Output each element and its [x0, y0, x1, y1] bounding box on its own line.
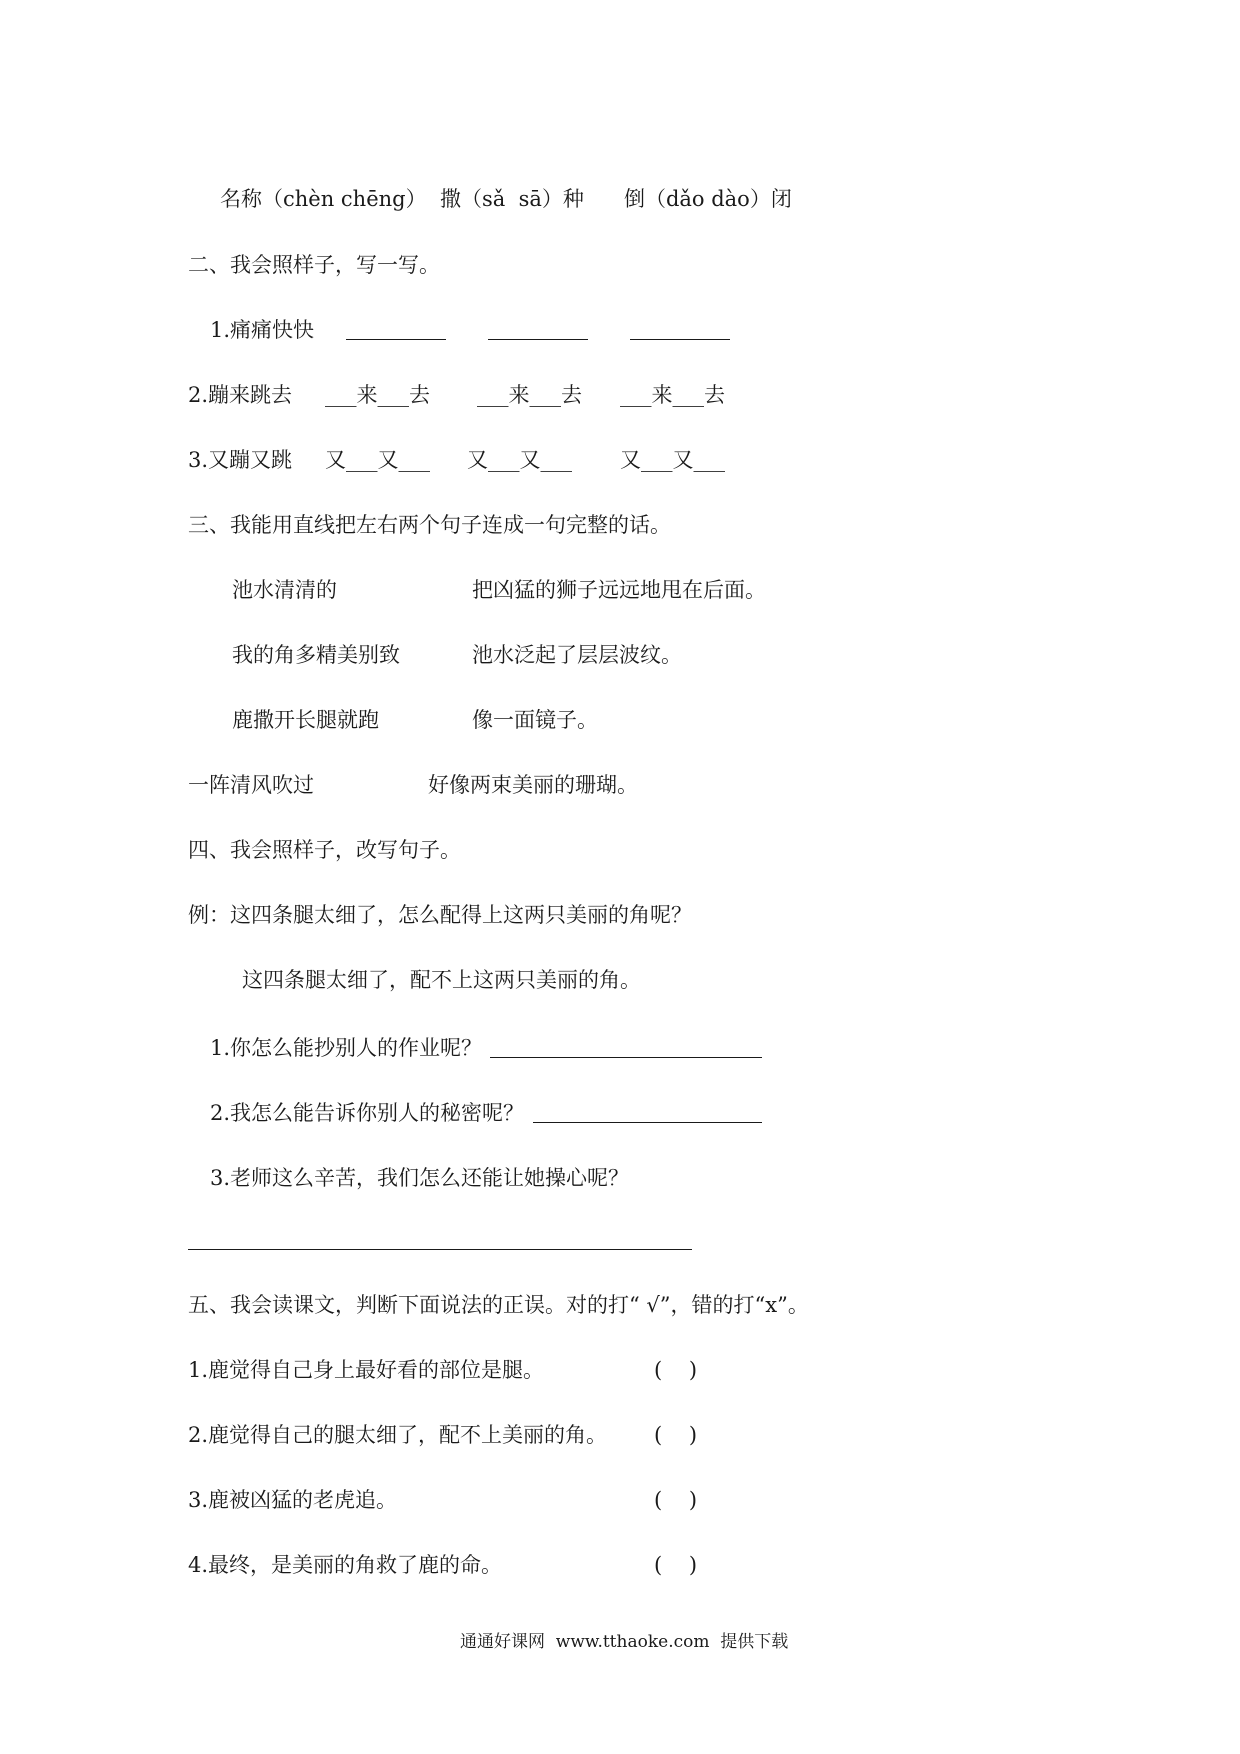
section2-heading: 二、我会照样子，写一写。	[188, 253, 440, 277]
judge-item-4: 4.最终，是美丽的角救了鹿的命。	[188, 1553, 503, 1577]
section2-item3-b[interactable]: 又___又___	[467, 448, 572, 472]
footer-credit: 通通好课网 www.tthaoke.com 提供下载	[460, 1632, 789, 1652]
rewrite-q1: 1.你怎么能抄别人的作业呢？	[210, 1036, 483, 1060]
answer-blank-1c[interactable]	[630, 339, 730, 340]
section2-item3-a[interactable]: 又___又___	[325, 448, 430, 472]
match-left-3[interactable]: 鹿撒开长腿就跑	[232, 708, 379, 732]
answer-blank-1b[interactable]	[488, 339, 588, 340]
judge-item-2: 2.鹿觉得自己的腿太细了，配不上美丽的角。	[188, 1423, 608, 1447]
section2-item2-label: 2.蹦来跳去	[188, 383, 293, 407]
match-right-1[interactable]: 把凶猛的狮子远远地甩在后面。	[472, 578, 766, 602]
judge-item-3: 3.鹿被凶猛的老虎追。	[188, 1488, 398, 1512]
match-left-2[interactable]: 我的角多精美别致	[232, 643, 400, 667]
rewrite-answer-2[interactable]	[533, 1122, 762, 1123]
rewrite-q3: 3.老师这么辛苦，我们怎么还能让她操心呢？	[210, 1166, 630, 1190]
judge-paren-2[interactable]: ( )	[654, 1423, 698, 1447]
section3-heading: 三、我能用直线把左右两个句子连成一句完整的话。	[188, 513, 671, 537]
section2-item3-c[interactable]: 又___又___	[620, 448, 725, 472]
section5-heading: 五、我会读课文，判断下面说法的正误。对的打“ √”，错的打“x”。	[188, 1293, 809, 1317]
match-right-4[interactable]: 好像两束美丽的珊瑚。	[428, 773, 638, 797]
match-right-3[interactable]: 像一面镜子。	[472, 708, 598, 732]
rewrite-q2: 2.我怎么能告诉你别人的秘密呢？	[210, 1101, 525, 1125]
section4-heading: 四、我会照样子，改写句子。	[188, 838, 461, 862]
rewrite-answer-1[interactable]	[490, 1057, 762, 1058]
pinyin-line: 名称（chèn chēng） 撒（sǎ sā）种 倒（dǎo dào）闭	[220, 187, 792, 211]
example-answer: 这四条腿太细了，配不上这两只美丽的角。	[242, 968, 641, 992]
section2-item2-c[interactable]: ___来___去	[620, 383, 725, 407]
judge-paren-3[interactable]: ( )	[654, 1488, 698, 1512]
judge-paren-1[interactable]: ( )	[654, 1358, 698, 1382]
rewrite-answer-3[interactable]	[188, 1249, 692, 1250]
section2-item1-label: 1.痛痛快快	[210, 318, 315, 342]
section2-item2-b[interactable]: ___来___去	[477, 383, 582, 407]
example-question: 例：这四条腿太细了，怎么配得上这两只美丽的角呢？	[188, 903, 692, 927]
judge-item-1: 1.鹿觉得自己身上最好看的部位是腿。	[188, 1358, 545, 1382]
match-left-4[interactable]: 一阵清风吹过	[188, 773, 314, 797]
judge-paren-4[interactable]: ( )	[654, 1553, 698, 1577]
answer-blank-1a[interactable]	[346, 339, 446, 340]
section2-item3-label: 3.又蹦又跳	[188, 448, 293, 472]
match-right-2[interactable]: 池水泛起了层层波纹。	[472, 643, 682, 667]
section2-item2-a[interactable]: ___来___去	[325, 383, 430, 407]
match-left-1[interactable]: 池水清清的	[232, 578, 337, 602]
